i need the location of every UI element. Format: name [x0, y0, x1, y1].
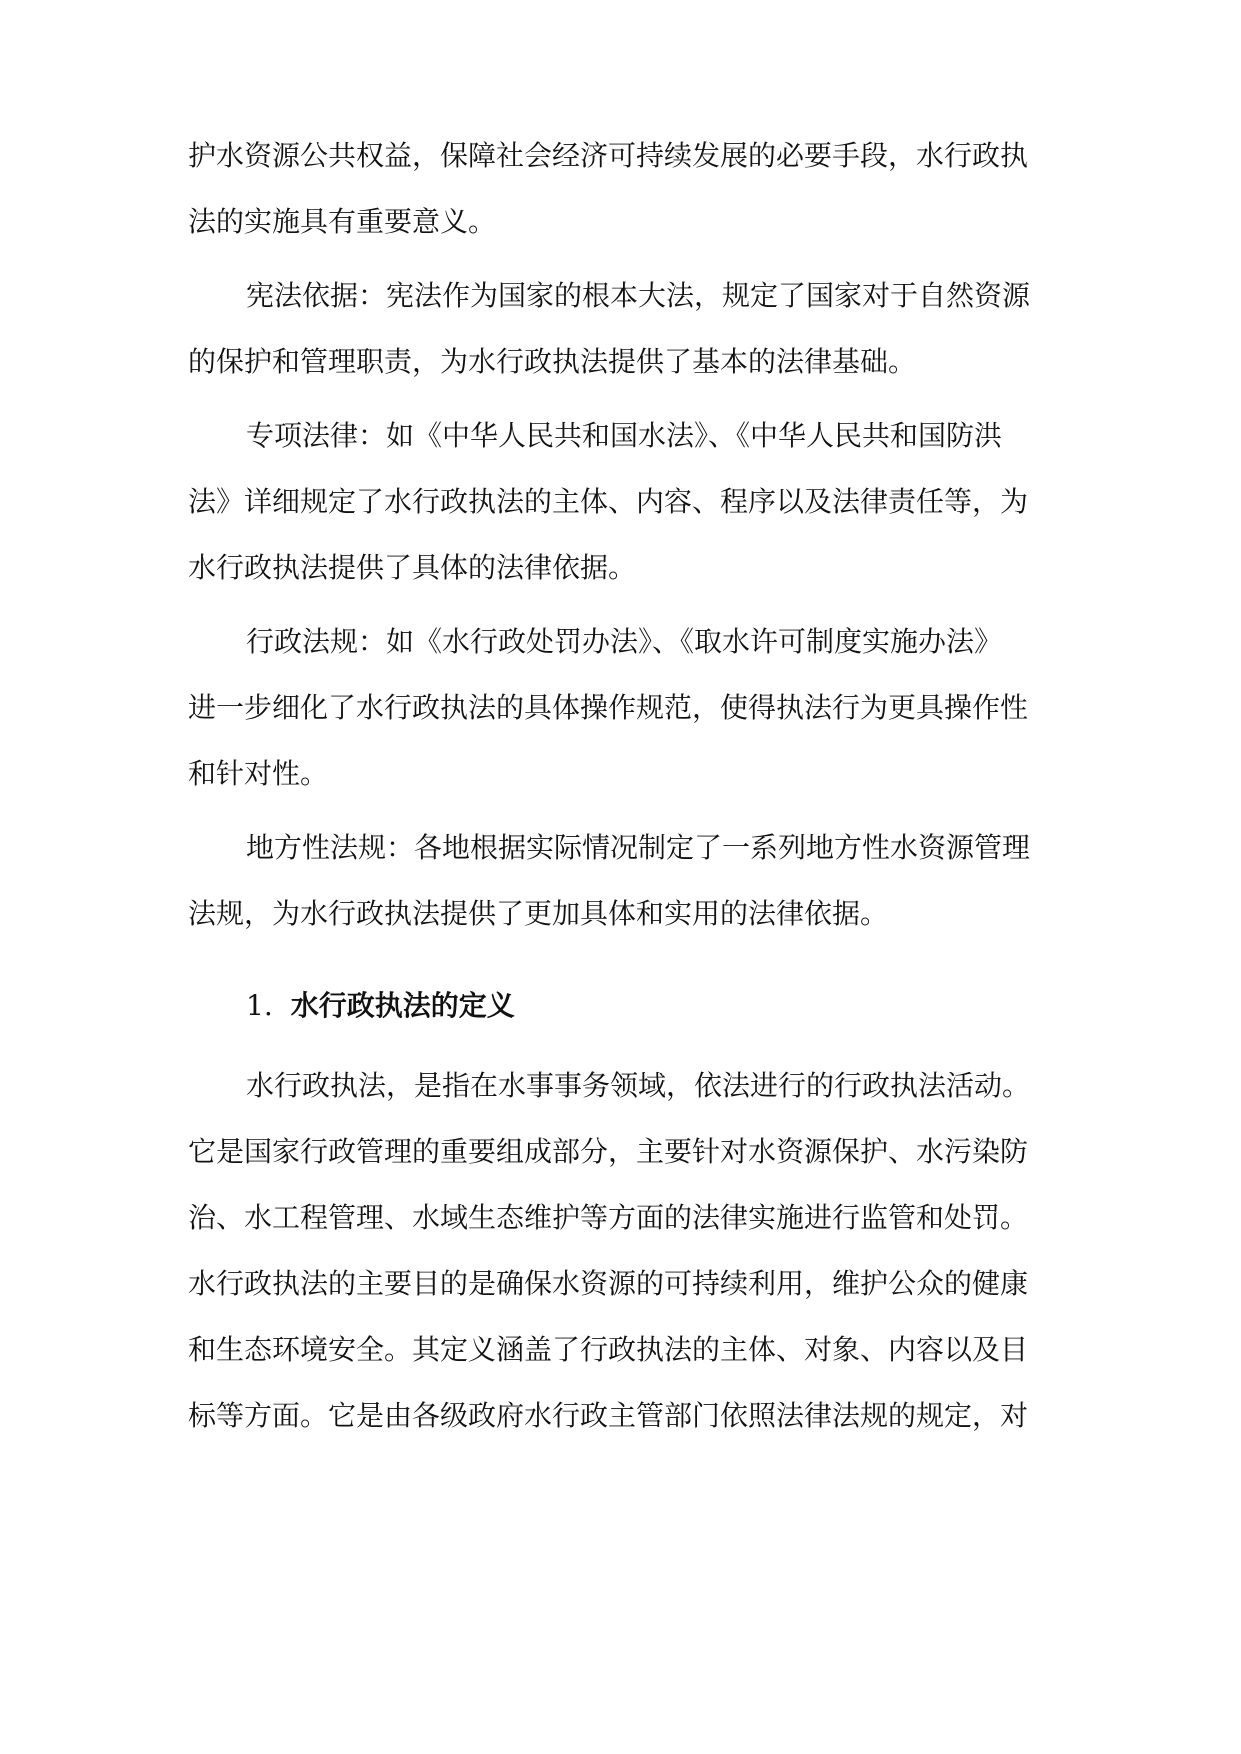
- paragraph-line: 行政法规：如《水行政处罚办法》、《取水许可制度实施办法》: [246, 625, 1003, 658]
- paragraph-line: 进一步细化了水行政执法的具体操作规范，使得执法行为更具操作性: [188, 691, 1029, 724]
- paragraph-line: 水行政执法提供了具体的法律依据。: [188, 551, 637, 584]
- paragraph-line: 宪法依据：宪法作为国家的根本大法，规定了国家对于自然资源: [246, 279, 1031, 312]
- paragraph-line: 护水资源公共权益，保障社会经济可持续发展的必要手段，水行政执: [188, 139, 1029, 172]
- paragraph-line: 治、水工程管理、水域生态维护等方面的法律实施进行监管和处罚。: [188, 1201, 1029, 1234]
- paragraph-line: 法规，为水行政执法提供了更加具体和实用的法律依据。: [188, 897, 889, 930]
- paragraph-line: 法》详细规定了水行政执法的主体、内容、程序以及法律责任等，为: [188, 485, 1029, 518]
- paragraph-line: 的保护和管理职责，为水行政执法提供了基本的法律基础。: [188, 345, 917, 378]
- paragraph-line: 它是国家行政管理的重要组成部分，主要针对水资源保护、水污染防: [188, 1135, 1029, 1168]
- paragraph-line: 和针对性。: [188, 757, 329, 790]
- section-heading: [246, 986, 515, 1026]
- paragraph-line: 标等方面。它是由各级政府水行政主管部门依照法律法规的规定，对: [188, 1399, 1029, 1432]
- paragraph-line: 法的实施具有重要意义。: [188, 205, 497, 238]
- section-number: 1.: [246, 989, 273, 1022]
- paragraph-line: 地方性法规：各地根据实际情况制定了一系列地方性水资源管理: [246, 831, 1031, 864]
- paragraph-line: 和生态环境安全。其定义涵盖了行政执法的主体、对象、内容以及目: [188, 1333, 1029, 1366]
- paragraph-line: 水行政执法，是指在水事事务领域，依法进行的行政执法活动。: [246, 1069, 1031, 1102]
- paragraph-line: 水行政执法的主要目的是确保水资源的可持续利用，维护公众的健康: [188, 1267, 1029, 1300]
- section-title: 水行政执法的定义: [290, 989, 515, 1022]
- paragraph-line: 专项法律：如《中华人民共和国水法》、《中华人民共和国防洪: [246, 419, 1003, 452]
